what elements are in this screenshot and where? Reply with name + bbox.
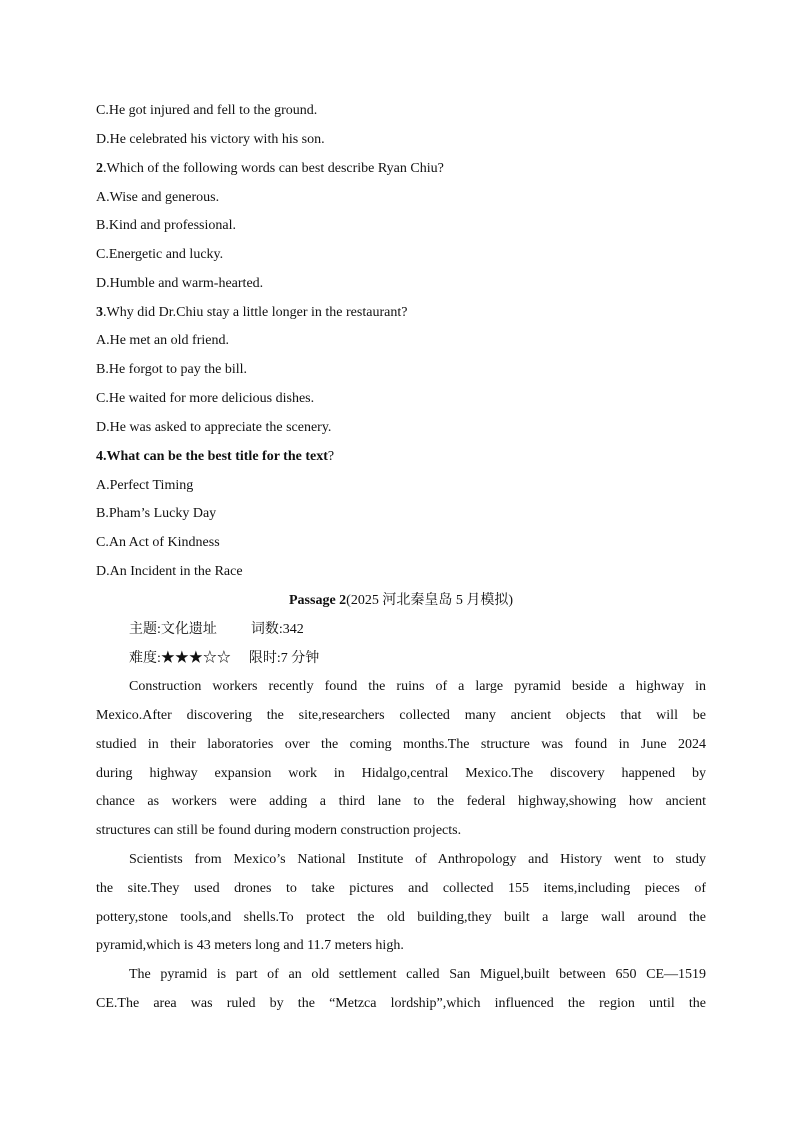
paragraph-1-line: studied in their laboratories over the coming months.The structure was found in June 2024 <box>96 737 706 752</box>
q1-option-d: D.He celebrated his victory with his son. <box>96 132 325 147</box>
q4-option-b: B.Pham’s Lucky Day <box>96 506 217 521</box>
question-4 <box>96 448 706 466</box>
question-text: .What can be the best title for the text <box>103 449 328 464</box>
q3-option-a: A.He met an old friend. <box>96 333 229 348</box>
question-number: 2 <box>96 161 103 176</box>
question-2 <box>96 160 706 178</box>
question-text: .Which of the following words can best describe Ryan Chiu? <box>103 161 444 176</box>
time-value: 7 分钟 <box>280 651 320 666</box>
question-suffix: ? <box>327 449 335 464</box>
passage-title-source: (2025 河北秦皇岛 5 月模拟) <box>346 593 513 608</box>
difficulty-stars: ★★★☆☆ <box>160 651 231 666</box>
paragraph-3-line: CE.The area was ruled by the “Metzca lordship”,which influenced the region until the <box>96 996 706 1011</box>
paragraph-3-line: The pyramid is part of an old settlement called San Miguel,built between 650 CE—1519 <box>129 967 706 982</box>
q4-option-c: C.An Act of Kindness <box>96 535 220 550</box>
topic-label: 主题: <box>129 622 161 637</box>
paragraph-1-line: chance as workers were adding a third lane to the federal highway,showing how ancient <box>96 794 706 809</box>
paragraph-1-line: Mexico.After discovering the site,researchers collected many ancient objects that will be <box>96 708 706 723</box>
paragraph-1-line: Construction workers recently found the ruins of a large pyramid beside a highway in <box>129 679 706 694</box>
paragraph-2-line: pyramid,which is 43 meters long and 11.7 meters high. <box>96 938 404 953</box>
q2-option-b: B.Kind and professional. <box>96 218 236 233</box>
q1-option-c: C.He got injured and fell to the ground. <box>96 103 318 118</box>
q2-option-d: D.Humble and warm-hearted. <box>96 276 264 291</box>
q4-option-d: D.An Incident in the Race <box>96 564 243 579</box>
passage-title-bold: Passage 2 <box>289 593 347 608</box>
q3-option-b: B.He forgot to pay the bill. <box>96 362 247 377</box>
q3-option-c: C.He waited for more delicious dishes. <box>96 391 315 406</box>
paragraph-1-line: structures can still be found during modern construction projects. <box>96 823 462 838</box>
passage-title <box>96 592 706 610</box>
paragraph-2-line: pottery,stone tools,and shells.To protect the old building,they built a large wall around the <box>96 910 706 925</box>
q2-option-a: A.Wise and generous. <box>96 190 220 205</box>
topic-value: 文化遗址 <box>160 622 217 637</box>
question-3 <box>96 304 706 322</box>
q4-option-a: A.Perfect Timing <box>96 478 194 493</box>
question-number: 3 <box>96 305 103 320</box>
paragraph-2-line: Scientists from Mexico’s National Institute of Anthropology and History went to study <box>129 852 706 867</box>
q3-option-d: D.He was asked to appreciate the scenery. <box>96 420 332 435</box>
paragraph-2-line: the site.They used drones to take pictures and collected 155 items,including pieces of <box>96 881 706 896</box>
question-text: .Why did Dr.Chiu stay a little longer in the restaurant? <box>103 305 408 320</box>
wordcount-label: 词数: <box>250 622 283 637</box>
wordcount-value: 342 <box>282 622 304 637</box>
paragraph-1-line: during highway expansion work in Hidalgo,central Mexico.The discovery happened by <box>96 766 706 781</box>
question-number: 4 <box>96 449 103 464</box>
time-label: 限时: <box>248 651 281 666</box>
passage-meta-difficulty <box>129 650 739 668</box>
difficulty-label: 难度: <box>129 651 161 666</box>
q2-option-c: C.Energetic and lucky. <box>96 247 224 262</box>
passage-meta-topic <box>129 621 739 639</box>
